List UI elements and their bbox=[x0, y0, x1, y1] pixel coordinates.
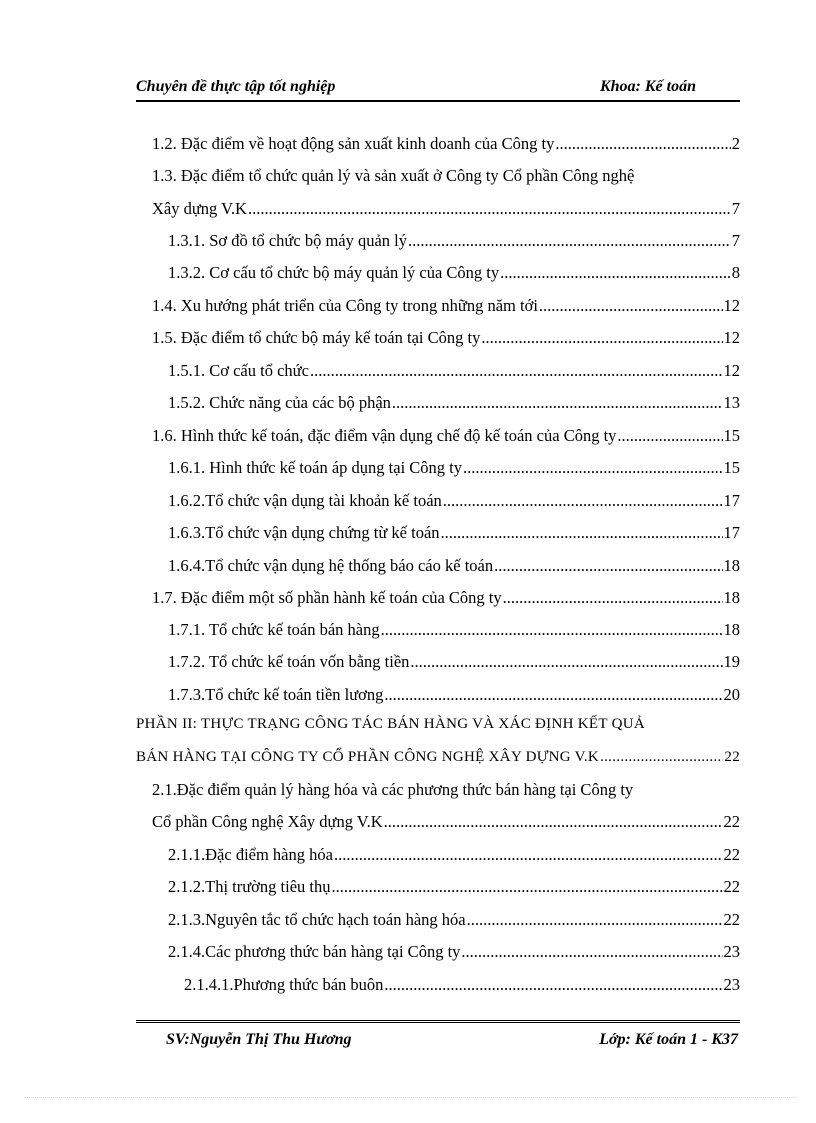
toc-entry-title: 1.7.2. Tổ chức kế toán vốn bằng tiền bbox=[168, 652, 410, 671]
toc-entry bbox=[168, 258, 740, 288]
page-footer bbox=[136, 1020, 740, 1063]
toc-entry bbox=[152, 807, 740, 837]
toc-leader-dots bbox=[384, 680, 722, 710]
toc-entry-title: 1.6.4.Tổ chức vận dụng hệ thống báo cáo kế toán bbox=[168, 556, 494, 575]
toc-entry-title: 1.7. Đặc điểm một số phần hành kế toán của Công ty bbox=[152, 588, 502, 607]
toc-entry-title: Xây dựng V.K bbox=[152, 199, 247, 218]
toc-entry bbox=[168, 388, 740, 418]
toc-entry bbox=[168, 486, 740, 516]
toc-leader-dots bbox=[384, 970, 722, 1000]
toc-entry-title: 1.3.1. Sơ đồ tổ chức bộ máy quản lý bbox=[168, 231, 408, 250]
toc-entry-title: 1.6.1. Hình thức kế toán áp dụng tại Công ty bbox=[168, 458, 462, 477]
toc-entry bbox=[152, 291, 740, 321]
header-department: Khoa: Kế toán bbox=[599, 78, 696, 95]
toc-entry-title: 1.7.1. Tổ chức kế toán bán hàng bbox=[168, 620, 380, 639]
toc-entry-page: 18 bbox=[723, 556, 740, 575]
toc-entry-page: 12 bbox=[723, 361, 740, 380]
toc-entry-title: BÁN HÀNG TẠI CÔNG TY CỔ PHẦN CÔNG NGHỆ XÂY DỰNG V.K bbox=[136, 749, 600, 765]
toc-entry-title: 1.5.2. Chức năng của các bộ phận bbox=[168, 393, 391, 412]
toc-entry-page: 13 bbox=[723, 393, 740, 412]
toc-entry-title: 1.6. Hình thức kế toán, đặc điểm vận dụng chế độ kế toán của Công ty bbox=[152, 426, 617, 445]
toc-leader-dots bbox=[248, 194, 731, 224]
toc-entry bbox=[168, 647, 740, 677]
toc-entry bbox=[152, 583, 740, 613]
toc-leader-dots bbox=[600, 742, 723, 772]
toc-entry bbox=[168, 453, 740, 483]
footer-class: Lớp: Kế toán 1 - K37 bbox=[599, 1031, 738, 1048]
toc-entry-title: 1.6.2.Tổ chức vận dụng tài khoản kế toán bbox=[168, 491, 442, 510]
toc-entry-page: 23 bbox=[723, 942, 740, 961]
toc-entry bbox=[168, 937, 740, 967]
toc-entry-page: 22 bbox=[723, 877, 740, 896]
toc-leader-dots bbox=[539, 291, 723, 321]
toc-leader-dots bbox=[463, 453, 723, 483]
toc-leader-dots bbox=[441, 518, 723, 548]
toc-entry-page: 12 bbox=[723, 328, 740, 347]
toc-entry-page: 19 bbox=[723, 652, 740, 671]
toc-leader-dots bbox=[555, 129, 730, 159]
page-edge-divider bbox=[24, 1097, 796, 1098]
toc-part-heading-line1: PHẦN II: THỰC TRẠNG CÔNG TÁC BÁN HÀNG VÀ XÁC ĐỊNH KẾT QUẢ bbox=[136, 716, 646, 732]
toc-leader-dots bbox=[503, 583, 723, 613]
toc-entry-title: 1.3.2. Cơ cấu tổ chức bộ máy quản lý của Công ty bbox=[168, 263, 500, 282]
toc-entry-page: 2 bbox=[731, 134, 740, 153]
toc-entry-page: 15 bbox=[723, 458, 740, 477]
toc-entry-title: 2.1.4.Các phương thức bán hàng tại Công ty bbox=[168, 942, 461, 961]
toc-entry-page: 22 bbox=[723, 910, 740, 929]
toc-entry bbox=[136, 742, 740, 772]
toc-entry bbox=[152, 323, 740, 353]
toc-entry-page: 12 bbox=[723, 296, 740, 315]
toc-leader-dots bbox=[310, 356, 723, 386]
toc-entry-title: Cổ phần Công nghệ Xây dựng V.K bbox=[152, 812, 383, 831]
toc-entry bbox=[152, 129, 740, 159]
toc-entry bbox=[152, 421, 740, 451]
toc-entry-page: 15 bbox=[723, 426, 740, 445]
toc-leader-dots bbox=[392, 388, 723, 418]
toc-entry bbox=[168, 905, 740, 935]
toc-entry-title: 2.1.2.Thị trường tiêu thụ bbox=[168, 877, 331, 896]
toc-leader-dots bbox=[332, 872, 723, 902]
toc-entry-title: 1.2. Đặc điểm về hoạt động sản xuất kinh doanh của Công ty bbox=[152, 134, 555, 153]
toc-entry-title: 1.6.3.Tổ chức vận dụng chứng từ kế toán bbox=[168, 523, 440, 542]
toc-entry-title: 2.1.3.Nguyên tắc tổ chức hạch toán hàng hóa bbox=[168, 910, 466, 929]
toc-entry-title: 1.5. Đặc điểm tổ chức bộ máy kế toán tại Công ty bbox=[152, 328, 481, 347]
toc-entry-page: 17 bbox=[723, 491, 740, 510]
toc-entry-page: 22 bbox=[723, 812, 740, 831]
toc-entry-line1: 2.1.Đặc điểm quản lý hàng hóa và các phương thức bán hàng tại Công ty bbox=[152, 780, 634, 799]
toc-leader-dots bbox=[494, 551, 722, 581]
toc-entry bbox=[168, 551, 740, 581]
toc-entry-title: 2.1.1.Đặc điểm hàng hóa bbox=[168, 845, 333, 864]
toc-entry-title: 2.1.4.1.Phương thức bán buôn bbox=[184, 975, 384, 994]
toc-entry-title: 1.4. Xu hướng phát triển của Công ty trong những năm tới bbox=[152, 296, 538, 315]
toc-entry-title: 1.7.3.Tổ chức kế toán tiền lương bbox=[168, 685, 384, 704]
toc-entry-page: 18 bbox=[723, 588, 740, 607]
toc-entry bbox=[168, 356, 740, 386]
toc-entry bbox=[168, 872, 740, 902]
toc-entry-page: 22 bbox=[723, 845, 740, 864]
toc-leader-dots bbox=[467, 905, 723, 935]
toc-leader-dots bbox=[617, 421, 722, 451]
toc-leader-dots bbox=[461, 937, 722, 967]
toc-entry-page: 18 bbox=[723, 620, 740, 639]
toc-leader-dots bbox=[443, 486, 723, 516]
toc-entry-line1: 1.3. Đặc điểm tổ chức quản lý và sản xuất ở Công ty Cổ phần Công nghệ bbox=[152, 166, 635, 185]
toc-leader-dots bbox=[384, 807, 723, 837]
toc-entry bbox=[168, 518, 740, 548]
toc-entry-page: 20 bbox=[723, 685, 740, 704]
toc-entry bbox=[168, 615, 740, 645]
toc-entry-page: 22 bbox=[724, 749, 740, 765]
toc-entry bbox=[168, 840, 740, 870]
toc-entry-title: 1.5.1. Cơ cấu tổ chức bbox=[168, 361, 309, 380]
footer-student-name: SV:Nguyễn Thị Thu Hương bbox=[166, 1031, 352, 1048]
header-title: Chuyên đề thực tập tốt nghiệp bbox=[136, 78, 336, 95]
toc-entry-page: 23 bbox=[723, 975, 740, 994]
toc-entry bbox=[152, 194, 740, 224]
toc-entry-page: 7 bbox=[731, 231, 740, 250]
toc-leader-dots bbox=[381, 615, 723, 645]
toc-entry bbox=[168, 680, 740, 710]
toc-leader-dots bbox=[408, 226, 731, 256]
toc-entry bbox=[168, 226, 740, 256]
toc-leader-dots bbox=[334, 840, 723, 870]
toc-entry-page: 17 bbox=[723, 523, 740, 542]
page-header bbox=[136, 76, 740, 102]
toc-entry-page: 8 bbox=[731, 263, 740, 282]
toc-entry-page: 7 bbox=[731, 199, 740, 218]
toc-leader-dots bbox=[500, 258, 731, 288]
toc-leader-dots bbox=[481, 323, 722, 353]
toc-leader-dots bbox=[410, 647, 722, 677]
toc-entry bbox=[184, 970, 740, 1000]
